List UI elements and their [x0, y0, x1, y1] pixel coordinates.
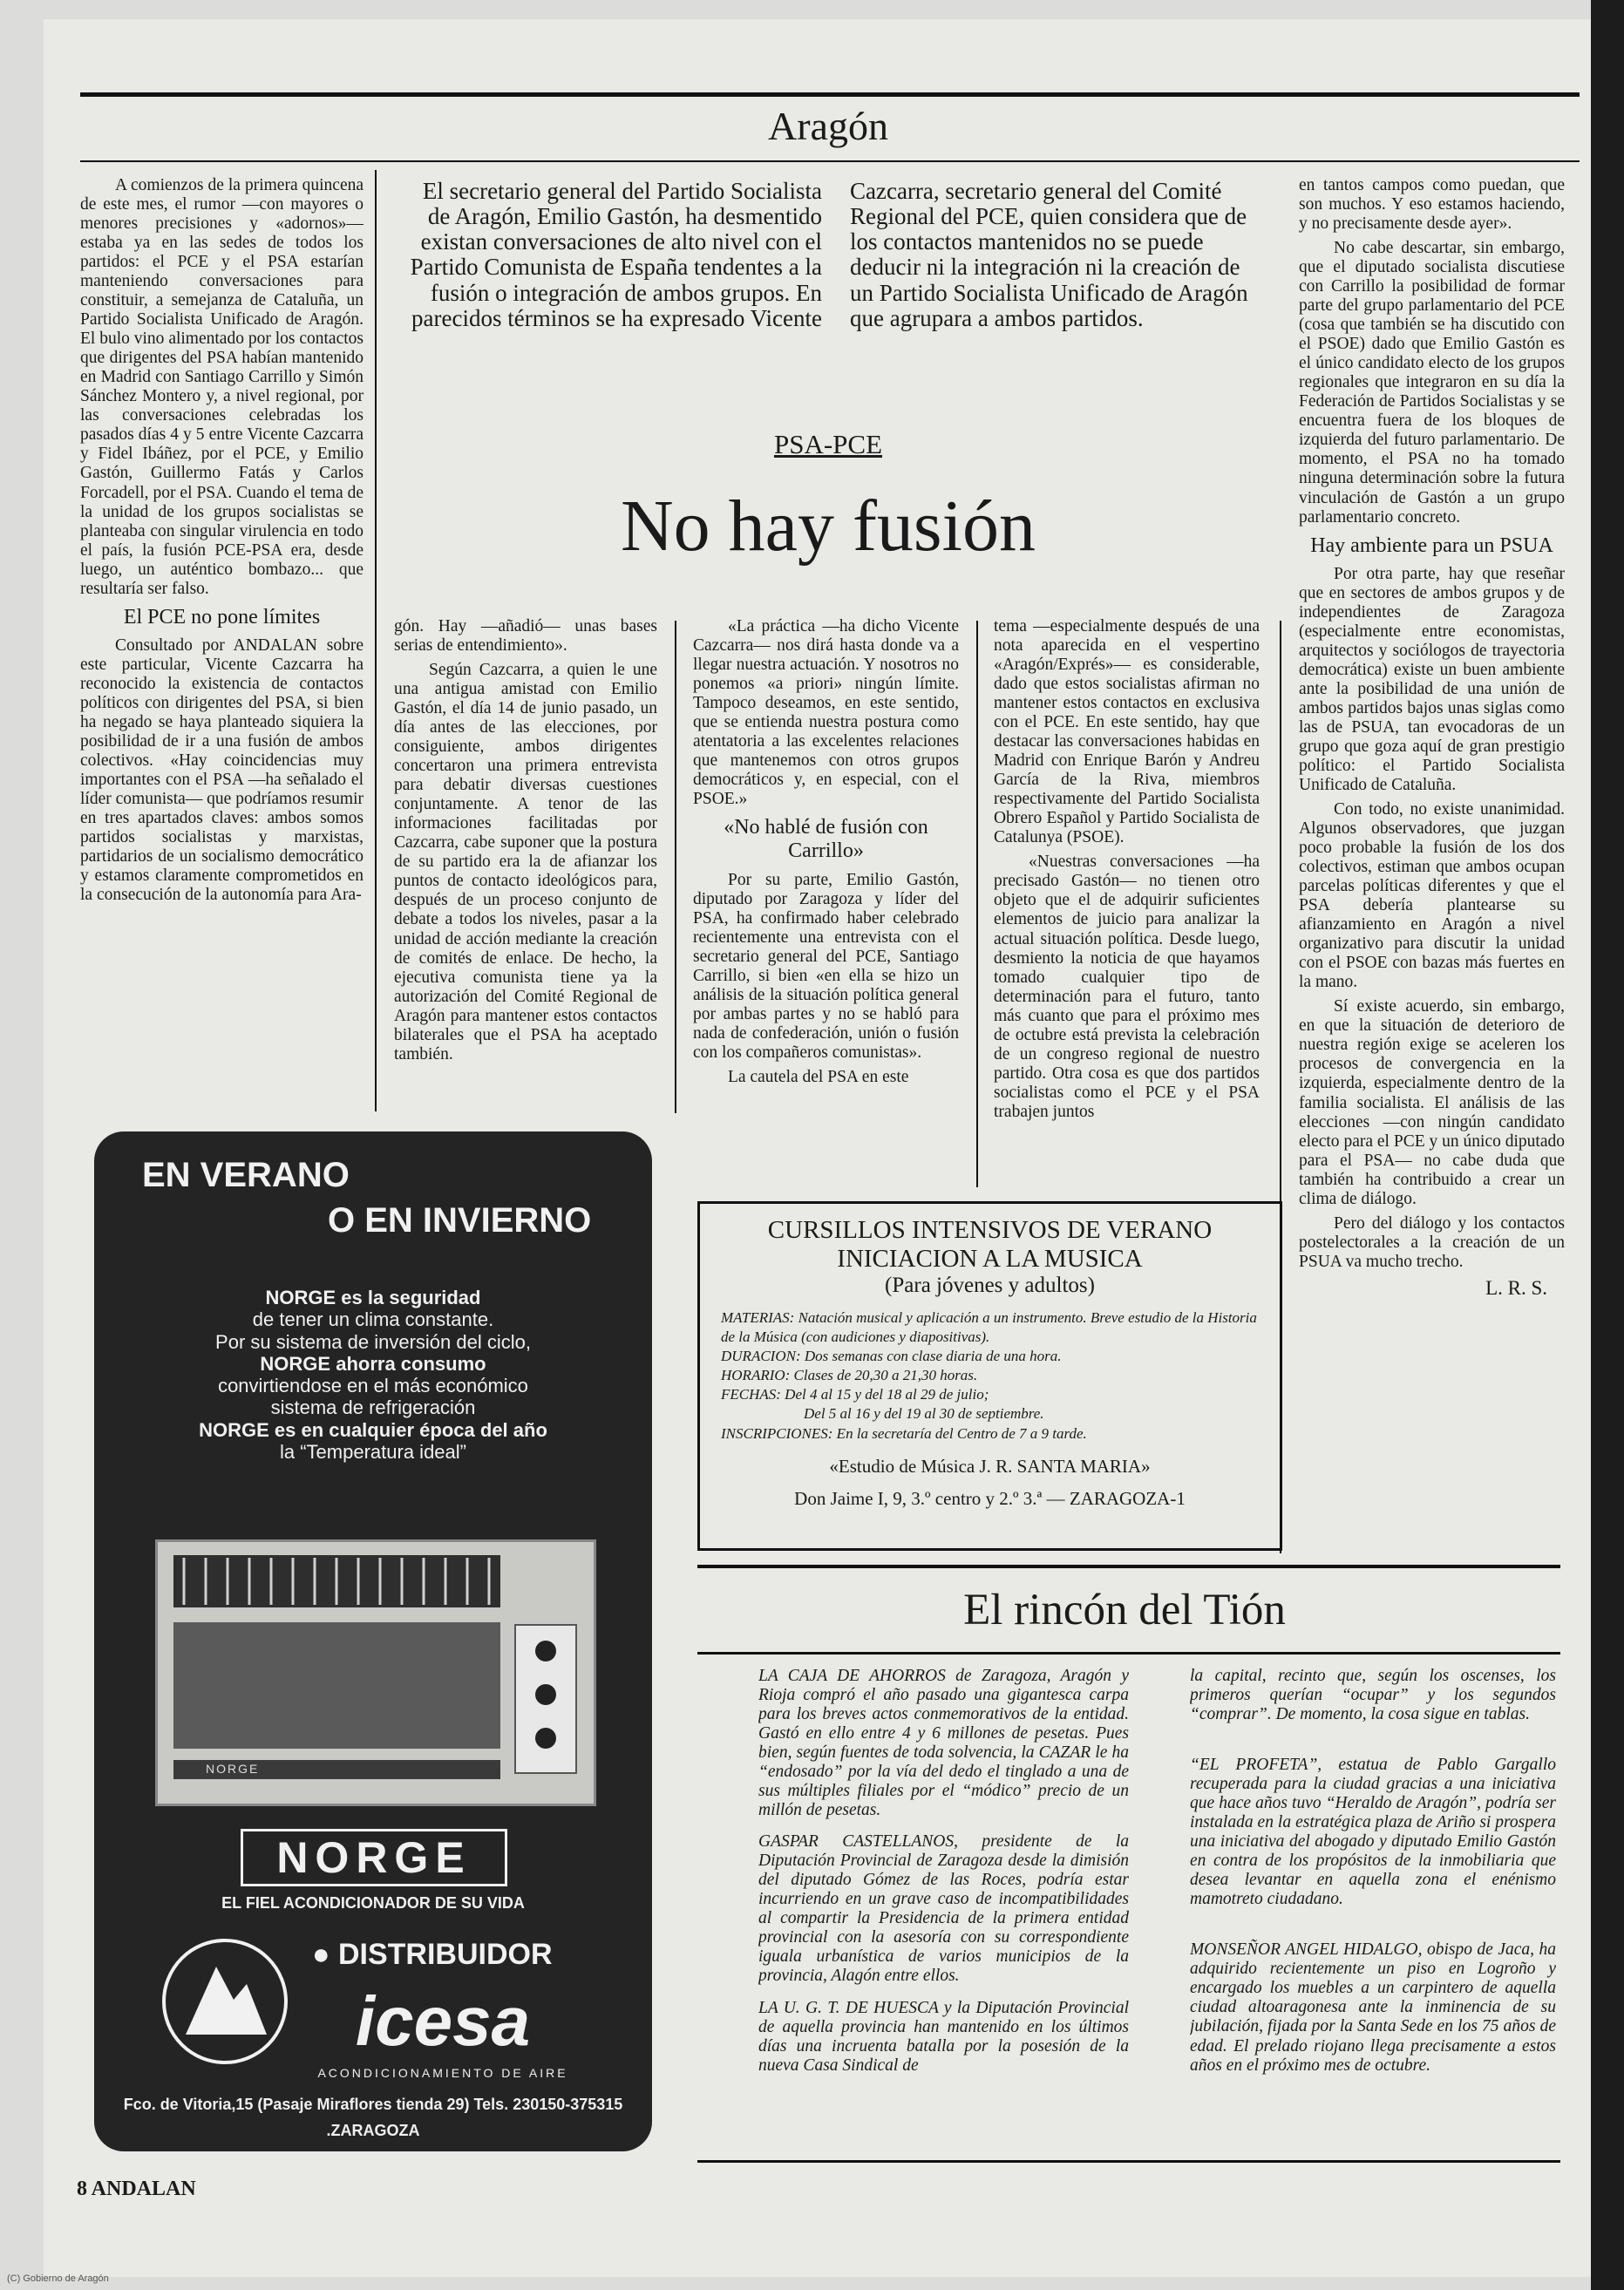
norge-logo: NORGE: [241, 1829, 507, 1886]
col1-paragraph: A comienzos de la primera quincena de este mes, el rumor —con mayores o menores precisiones y «adornos»— estaba ya en las sedes de todos los partidos: el PCE y el PSA estarían manteniendo conversaciones para constituir, a semejanza de Cataluña, un Partido Socialista Unificado de Aragón. El bulo vino alimentado por los contactos que dirigentes del PSA habían mantenido en Madrid con Santiago Carrillo y Simón Sánchez Montero y, a nivel regional, por las conversaciones celebradas los pasados días 4 y 5 entre Vicente Cazcarra y Fidel Ibáñez, por el PCE, y Emilio Gastón, Guillermo Fatás y Carlos Forcadell, por el PSA. Cuando el tema de la unidad de los grupos socialistas se planteaba con singular virulencia en todo el país, la fusión PCE-PSA era, desde luego, un auténtico bombazo... que resultaría ser falso.: [80, 176, 364, 598]
bullet-dot-icon: ●: [312, 1938, 338, 1971]
ad-studio: «Estudio de Música J. R. SANTA MARIA»: [829, 1455, 1151, 1477]
kicker: PSA-PCE: [773, 429, 883, 459]
ad-body-line: NORGE es la seguridad: [265, 1287, 481, 1308]
ad-detail-inscripciones: INSCRIPCIONES: En la secretaría del Centro de 7 a 9 tarde.: [721, 1424, 1087, 1442]
rincon-title: El rincón del Tión: [963, 1586, 1286, 1634]
column-divider: [675, 621, 676, 1113]
col5-subhead: Hay ambiente para un PSUA: [1310, 533, 1553, 557]
rincon-item: LA CAJA DE AHORROS de Zaragoza, Aragón y Rioja compró el año pasado una gigantesca carpa para los breves actos conmemorativos de la entidad. Gastó en ello entre 4 y 6 millones de pesetas. Pues bien, según fuentes de toda solvencia, la CAZAR le ha “endosado” por la vía del dedo el tinglado a una de sus múltiples filiales por el “módico” precio de un millón de pesetas.: [758, 1667, 1129, 1820]
rincon-item: MONSEÑOR ANGEL HIDALGO, obispo de Jaca, ha adquirido recientemente un piso en Logroño y encargado los muebles a un carpintero de aquella ciudad altoaragonesa ante la inminencia de su jubilación, fijada por la Santa Sede en los 75 años de edad. El prelado riojano llega precisamente a estos años en el próximo mes de octubre.: [1190, 1940, 1556, 2075]
rincon-item: GASPAR CASTELLANOS, presidente de la Diputación Provincial de Zaragoza desde la dimisión del diputado Gómez de las Roces, podría estar incurriendo en un grave caso de incompatibilidades al compartir la Presidencia de la primera entidad provincial con la asesoría con su correspondiente iguala urbanística de varios municipios de la provincia, Alagón entre ellos.: [758, 1832, 1129, 1986]
ad-title-2: INICIACION A LA MUSICA: [837, 1245, 1143, 1273]
ad-body-line: NORGE es en cualquier época del año: [199, 1418, 547, 1441]
section-title: Aragón: [768, 104, 888, 148]
distributor-name: icesa: [355, 1982, 531, 2060]
column-5: [1299, 176, 1565, 1553]
unit-label: NORGE: [206, 1762, 260, 1776]
ad-body-line: NORGE ahorra consumo: [260, 1352, 486, 1375]
rincon-column-2: [1190, 1667, 1556, 2155]
col2-paragraph: Según Cazcarra, a quien le une una antigua amistad con Emilio Gastón, el día 14 de junio pasado, un día antes de las elecciones, por consiguiente, ambos dirigentes concertaron una primera entrevista para debatir diversas cuestiones conjuntamente. A tenor de las informaciones facilitadas por Cazcarra, cabe suponer que la postura de su partido era la de afianzar los puntos de contacto ideológicos para, después de un proceso conjunto de debate a todos los niveles, pasar a la unidad de acción mediante la creación de comités de enlace. De hecho, la ejecutiva comunista tiene ya la autorización del Comité Regional de Aragón para mantener estos contactos bilaterales que el PSA ha aceptado también.: [394, 661, 657, 1063]
distributor-address: Fco. de Vitoria,15 (Pasaje Miraflores tienda 29) Tels. 230150-375315: [123, 2096, 623, 2113]
ad-body-line: convirtiendose en el más económico: [218, 1375, 528, 1397]
ad-body-line: Por su sistema de inversión del ciclo,: [215, 1330, 531, 1353]
distributor-sub: ACONDICIONAMIENTO DE AIRE: [317, 2066, 568, 2080]
rincon-top-rule: [697, 1565, 1560, 1568]
lead-left: [397, 179, 822, 392]
column-2: [394, 617, 657, 1114]
signature: L. R. S.: [1485, 1276, 1547, 1299]
col5-paragraph: Sí existe acuerdo, sin embargo, en que la situación de deterioro de nuestra región exige se aceleren los procesos de convergencia en la izquierda, especialmente dentro de la familia socialista. El análisis de las elecciones —con ningún candidato electo para el PCE y un único diputado para el PSA— no cabe duda que también ha contribuido a crear un clima de diálogo.: [1299, 997, 1565, 1208]
column-4: [994, 617, 1260, 1188]
rincon-bottom-rule: [697, 2160, 1560, 2163]
ad-detail-fechas: Del 5 al 16 y del 19 al 30 de septiembre.: [804, 1405, 1044, 1423]
distributor-city: .ZARAGOZA: [326, 2122, 420, 2139]
col1-paragraph: Consultado por ANDALAN sobre este particular, Vicente Cazcarra ha reconocido la existencia de contactos políticos con dirigentes del PSA, si bien ha negado se haya planteado siquiera la posibilidad de ir a una fusión de ambos colectivos. «Hay coincidencias muy importantes con el PSA —ha señalado el líder comunista— que podríamos resumir en tres apartados claves: ambos somos partidos socialistas y marxistas, partidarios de un socialismo democrático y estamos claramente comprometidos en la consecución de la autonomía para Ara-: [80, 635, 364, 905]
page-folio: 8 ANDALAN: [77, 2178, 196, 2200]
col3-paragraph: La cautela del PSA en este: [728, 1067, 909, 1086]
page-binding-edge: [1591, 0, 1624, 2290]
ad-detail-materias: MATERIAS: Natación musical y aplicación a un instrumento. Breve estudio de la Historia de la Música (con audiciones y diapositivas).: [721, 1309, 1257, 1346]
col4-paragraph: «Nuestras conversaciones —ha precisado Gastón— no tienen otro objeto que el de adquirir suficientes elementos de juicio para analizar la actual situación política. Desde luego, desmiento la noticia de que hayamos tomado cualquier tipo de determinación para el futuro, tanto más cuanto que para el próximo mes de octubre está prevista la celebración de un congreso regional de nuestro partido. Otra cosa es que dos partidos socialistas como el PCE y el PSA trabajen juntos: [994, 853, 1260, 1121]
rincon-item: “EL PROFETA”, estatua de Pablo Gargallo recuperada para la ciudad gracias a una iniciativa que hace años tuvo “Heraldo de Aragón”, podría ser instalada en la estratégica plaza de Ariño si prospera una iniciativa del abogado y diputado Emilio Gastón en contra de los propósitos de la inmobiliaria que desea levantar en aquella zona el enénismo mamotreto ciudadano.: [1190, 1756, 1556, 1909]
norge-advertisement: [94, 1131, 652, 2151]
col5-paragraph: Por otra parte, hay que reseñar que en sectores de ambos grupos y de independientes de Zaragoza (especialmente entre economistas, arquitectos y sociólogos de trayectoria democrática) existe un buen ambiente ante la posibilidad de una unión de ambos partidos bajos unas siglas como las de PSUA, tan evocadoras de un grupo que goza aquí de gran prestigio político: el Partido Socialista Unificado de Cataluña.: [1299, 564, 1565, 795]
lead-left-text: El secretario general del Partido Socialista de Aragón, Emilio Gastón, ha desmentido existan conversaciones de alto nivel con el Partido Comunista de España tendentes a la fusión o integración de ambos grupos. En parecidos términos se ha expresado Vicente: [410, 179, 822, 331]
col4-paragraph: tema —especialmente después de una nota aparecida en el vespertino «Aragón/Exprés»— es considerable, dado que estos socialistas afirman no mantener estos contactos en exclusiva con el PCE. En este sentido, hay que destacar las conversaciones habidas en Madrid con Enrique Barón y Andreu García de la Riva, miembros respectivamente del Partido Socialista Obrero Español y Partido Socialista de Catalunya (PSOE).: [994, 617, 1260, 847]
air-conditioner-illustration: [155, 1539, 596, 1806]
ad-details: [700, 1308, 1280, 1444]
ad-title-1: CURSILLOS INTENSIVOS DE VERANO: [767, 1216, 1213, 1244]
ad-body-line: la “Temperatura ideal”: [280, 1441, 466, 1464]
ad-body: [129, 1287, 617, 1463]
rincon-item: LA U. G. T. DE HUESCA y la Diputación Provincial de aquella provincia han mantenido en los últimos días una incruenta batalla por la posesión de la nueva Casa Sindical de: [758, 1998, 1129, 2075]
column-divider: [976, 621, 978, 1187]
lead-right-text: Cazcarra, secretario general del Comité Regional del PCE, quien considera que de los contactos mantenidos no se puede deducir ni la integración ni la creación de un Partido Socialista Unificado de Aragón que agrupara a ambos partidos.: [850, 179, 1248, 331]
col1-subhead: El PCE no pone límites: [123, 605, 321, 629]
mountain-emblem-icon: [155, 1932, 295, 2071]
col5-paragraph: No cabe descartar, sin embargo, que el diputado socialista discutiese con Carrillo la posibilidad de formar parte del grupo parlamentario del PCE (cosa que también se ha discutido con el PSOE) dado que Emilio Gastón es el único candidato electo de los grupos regionales que integraron en su día la Federación de Partidos Socialistas y se encuentra fuera de los bloques de izquierda del futuro parlamentario. De momento, el PSA no ha tomado ninguna determinación sobre la futura vinculación de Gastón a un grupo parlamentario concreto.: [1299, 239, 1565, 527]
ad-detail-fechas: FECHAS: Del 4 al 15 y del 18 al 29 de julio;: [721, 1386, 989, 1403]
rincon-item: la capital, recinto que, según los oscenses, los primeros querían “ocupar” y los segundos “comprar”. De momento, la cosa sigue en tablas.: [1190, 1667, 1556, 1724]
distributor-label-text: DISTRIBUIDOR: [337, 1938, 553, 1971]
section-rule: [80, 160, 1580, 162]
lead-right: [850, 179, 1264, 392]
ad-tagline: EL FIEL ACONDICIONADOR DE SU VIDA: [221, 1894, 525, 1912]
ad-detail-duracion: DURACION: Dos semanas con clase diaria de una hora.: [721, 1348, 1062, 1365]
rincon-title-rule: [697, 1652, 1560, 1655]
column-3: [693, 617, 959, 1188]
ad-detail-horario: HORARIO: Clases de 20,30 a 21,30 horas.: [721, 1367, 978, 1384]
col5-paragraph: Pero del diálogo y los contactos postelectorales a la creación de un PSUA va mucho trecho.: [1299, 1213, 1565, 1271]
headline: No hay fusión: [621, 486, 1036, 567]
rincon-column-1: [758, 1667, 1129, 2155]
col3-paragraph: Por su parte, Emilio Gastón, diputado por Zaragoza y líder del PSA, ha confirmado haber celebrado recientemente una entrevista con el secretario general del PCE, Santiago Carrillo, si bien «en ella se hizo un análisis de la situación política general por ambas partes y no se habló para nada de confederación, unión o fusión con los compañeros comunistas».: [693, 870, 959, 1062]
ad-headline-1: EN VERANO: [142, 1156, 350, 1194]
top-rule: [80, 92, 1580, 97]
ad-title-3: (Para jóvenes y adultos): [885, 1274, 1095, 1297]
ad-headline-2: O EN INVIERNO: [328, 1201, 592, 1240]
col5-paragraph: Con todo, no existe unanimidad. Algunos observadores, que juzgan poco probable la fusión de los dos colectivos, estiman que ambos ocupan parcelas políticas diferentes y que el PSA debería plantearse su afianzamiento en Aragón a nivel organizativo para discutir la unidad con el PSOE con bazas más fuertes en la mano.: [1299, 800, 1565, 992]
col2-paragraph: gón. Hay —añadió— unas bases serias de entendimiento».: [394, 617, 657, 656]
distributor-label: [312, 1938, 617, 1972]
col3-paragraph: «La práctica —ha dicho Vicente Cazcarra— nos dirá hasta donde va a llegar nuestra actuación. Y nosotros no ponemos «a priori» ningún límite. Tampoco deseamos, en este sentido, que se entienda nuestra postura como atentatoria a las excelentes relaciones que mantenemos con otros grupos democráticos y, en especial, con el PSOE.»: [693, 617, 959, 809]
col3-subhead: «No hablé de fusión con Carrillo»: [724, 816, 928, 863]
column-1: [80, 176, 364, 1113]
ad-address: Don Jaime I, 9, 3.º centro y 2.º 3.ª — ZARAGOZA-1: [794, 1487, 1186, 1509]
ad-body-line: sistema de refrigeración: [270, 1396, 476, 1419]
ad-body-line: de tener un clima constante.: [252, 1308, 494, 1331]
column-divider: [375, 170, 377, 1111]
music-course-advertisement: [697, 1201, 1282, 1551]
col5-paragraph: en tantos campos como puedan, que son muchos. Y eso estamos haciendo, y no precisamente desde ayer».: [1299, 176, 1565, 234]
watermark: (C) Gobierno de Aragón: [7, 2273, 109, 2284]
